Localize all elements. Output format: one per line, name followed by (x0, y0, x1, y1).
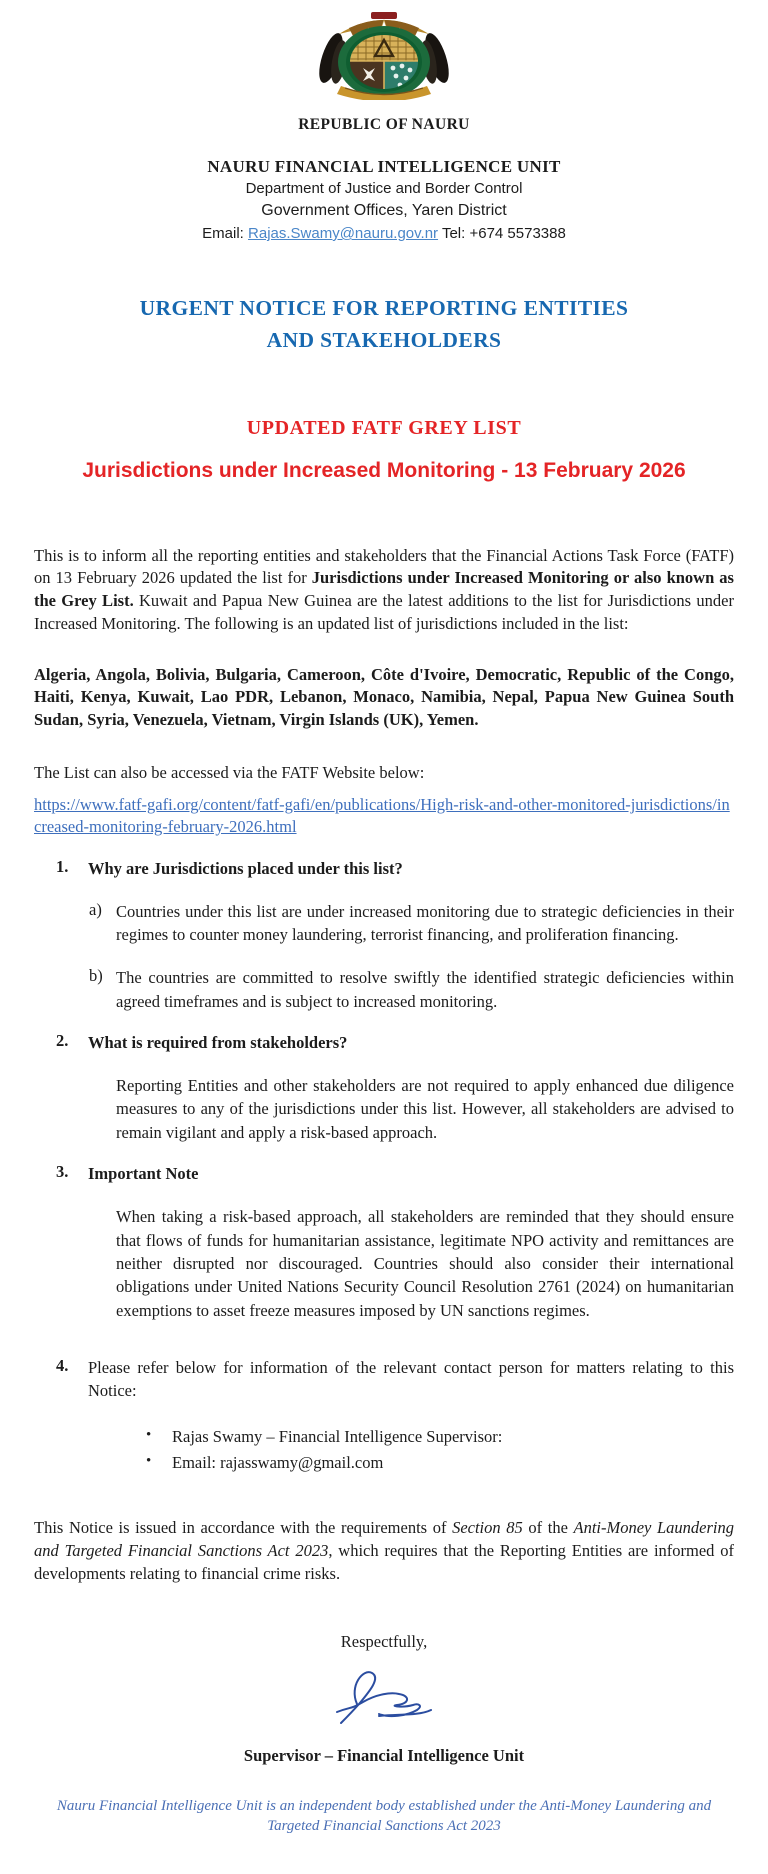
country-title: REPUBLIC OF NAURU (298, 116, 470, 133)
closing-text-pre: This Notice is issued in accordance with the requirements of (34, 1517, 453, 1537)
closing-text-mid: of the (522, 1517, 574, 1537)
jurisdictions-subtitle: Jurisdictions under Increased Monitoring - 13 February 2026 (82, 458, 686, 482)
section-3 (34, 1162, 734, 1322)
section-1 (34, 857, 734, 1012)
intro-paragraph (34, 545, 734, 636)
closing-paragraph (34, 1516, 734, 1586)
section-1-title: Why are Jurisdictions placed under this list? (88, 859, 403, 879)
unit-title: NAURU FINANCIAL INTELLIGENCE UNIT (207, 157, 561, 176)
contact-line (34, 225, 734, 242)
closing-text-post: , which requires that the Reporting Entities are informed of developments relating to financial crime risks. (34, 1540, 734, 1584)
section-3-number: 3. (56, 1161, 69, 1181)
section-2-heading (56, 1031, 734, 1054)
section-3-heading (56, 1162, 734, 1185)
contact-bullet-name: • Rajas Swamy – Financial Intelligence Supervisor: (146, 1424, 734, 1450)
section-4-number: 4. (56, 1356, 69, 1376)
signatory-title: Supervisor – Financial Intelligence Unit (243, 1745, 525, 1765)
item-a-text: Countries under this list are under increased monitoring due to strategic deficiencies in their regimes to counter money laundering, terrorist financing, and proliferation financing. (116, 902, 734, 945)
section-4-title: Please refer below for information of the relevant contact person for matters relating to this Notice: (88, 1358, 734, 1401)
contact-bullets (146, 1424, 734, 1475)
urgent-title-line1: URGENT NOTICE FOR REPORTING ENTITIES (139, 296, 629, 320)
fatf-website-link[interactable]: https://www.fatf-gafi.org/content/fatf-gafi/en/publications/High-risk-and-other-monitored-jurisdictions/increased-monitoring-february-2026.html (34, 794, 730, 837)
footer-line2: Targeted Financial Sanctions Act 2023 (267, 1818, 501, 1835)
department-line: Department of Justice and Border Control (245, 180, 523, 197)
urgent-notice-title (34, 292, 734, 357)
section-1-number: 1. (56, 857, 69, 877)
footer-disclaimer (34, 1796, 734, 1837)
footer-line1: Nauru Financial Intelligence Unit is an independent body established under the Anti-Money Laundering and (56, 1797, 712, 1814)
email-link[interactable]: Rajas.Swamy@nauru.gov.nr (248, 225, 439, 242)
section-2 (34, 1031, 734, 1144)
country-list: Algeria, Angola, Bolivia, Bulgaria, Cameroon, Côte d'Ivoire, Democratic, Republic of the Congo, Haiti, Kenya, Kuwait, Lao PDR, Lebanon, Monaco, Namibia, Nepal, Papua New Guinea South Sudan, Syria, Venezuela, Vietnam, Virgin Islands (UK), Yemen. (34, 664, 734, 730)
section-4 (34, 1356, 734, 1475)
section-3-title: Important Note (88, 1163, 199, 1183)
closing-act-ref: Anti-Money Laundering and Targeted Financial Sanctions Act 2023 (34, 1517, 734, 1560)
contact-bullet-email: • Email: rajasswamy@gmail.com (146, 1450, 734, 1476)
address-line: Government Offices, Yaren District (261, 202, 507, 219)
signature-scribble (319, 1664, 449, 1732)
updated-grey-list-title: UPDATED FATF GREY LIST (246, 416, 522, 439)
item-b-text: The countries are committed to resolve swiftly the identified strategic deficiencies within agreed timeframes and is subject to increased monitoring. (116, 968, 734, 1011)
respectfully-line: Respectfully, (340, 1631, 428, 1651)
access-line: The List can also be accessed via the FATF Website below: (34, 762, 425, 782)
section-2-number: 2. (56, 1030, 69, 1050)
item-a-label: a) (89, 900, 102, 920)
intro-text-post: Kuwait and Papua New Guinea are the latest additions to the list for Jurisdictions under Increased Monitoring. The following is an updated list of jurisdictions included in the list: (34, 591, 734, 633)
section-1-heading (56, 857, 734, 880)
document-header (34, 10, 734, 242)
intro-text-pre: This is to inform all the reporting entities and stakeholders that the Financial Actions Task Force (FATF) on 13 February 2026 updated the list for (34, 545, 734, 588)
fatf-link-wrap (34, 794, 734, 840)
urgent-title-line2: AND STAKEHOLDERS (266, 328, 502, 353)
section-2-paragraph: Reporting Entities and other stakeholders are not required to apply enhanced due diligence measures to any of the jurisdictions under this list. However, all stakeholders are advised to remain vigilant and apply a risk-based approach. (116, 1075, 734, 1142)
section-1-item-a (89, 900, 734, 946)
intro-text-bold: Jurisdictions under Increased Monitoring or also known as the Grey List. (34, 568, 734, 611)
section-2-title: What is required from stakeholders? (88, 1032, 348, 1052)
closing-section-ref: Section 85 (452, 1517, 523, 1537)
nauru-coat-of-arms-icon (279, 10, 489, 100)
section-4-heading (56, 1356, 734, 1402)
item-b-label: b) (89, 966, 103, 986)
section-1-item-b (89, 966, 734, 1012)
email-label: Email: (202, 225, 244, 242)
tel-label: Tel: +674 5573388 (441, 225, 566, 242)
section-3-paragraph: When taking a risk-based approach, all stakeholders are reminded that they should ensure that flows of funds for humanitarian assistance, legitimate NPO activity and remittances are neither disrupted nor discouraged. Countries should also consider their international obligations under United Nations Security Council Resolution 2761 (2024) on humanitarian exemptions to asset freeze measures imposed by UN sanctions regimes. (116, 1207, 734, 1320)
